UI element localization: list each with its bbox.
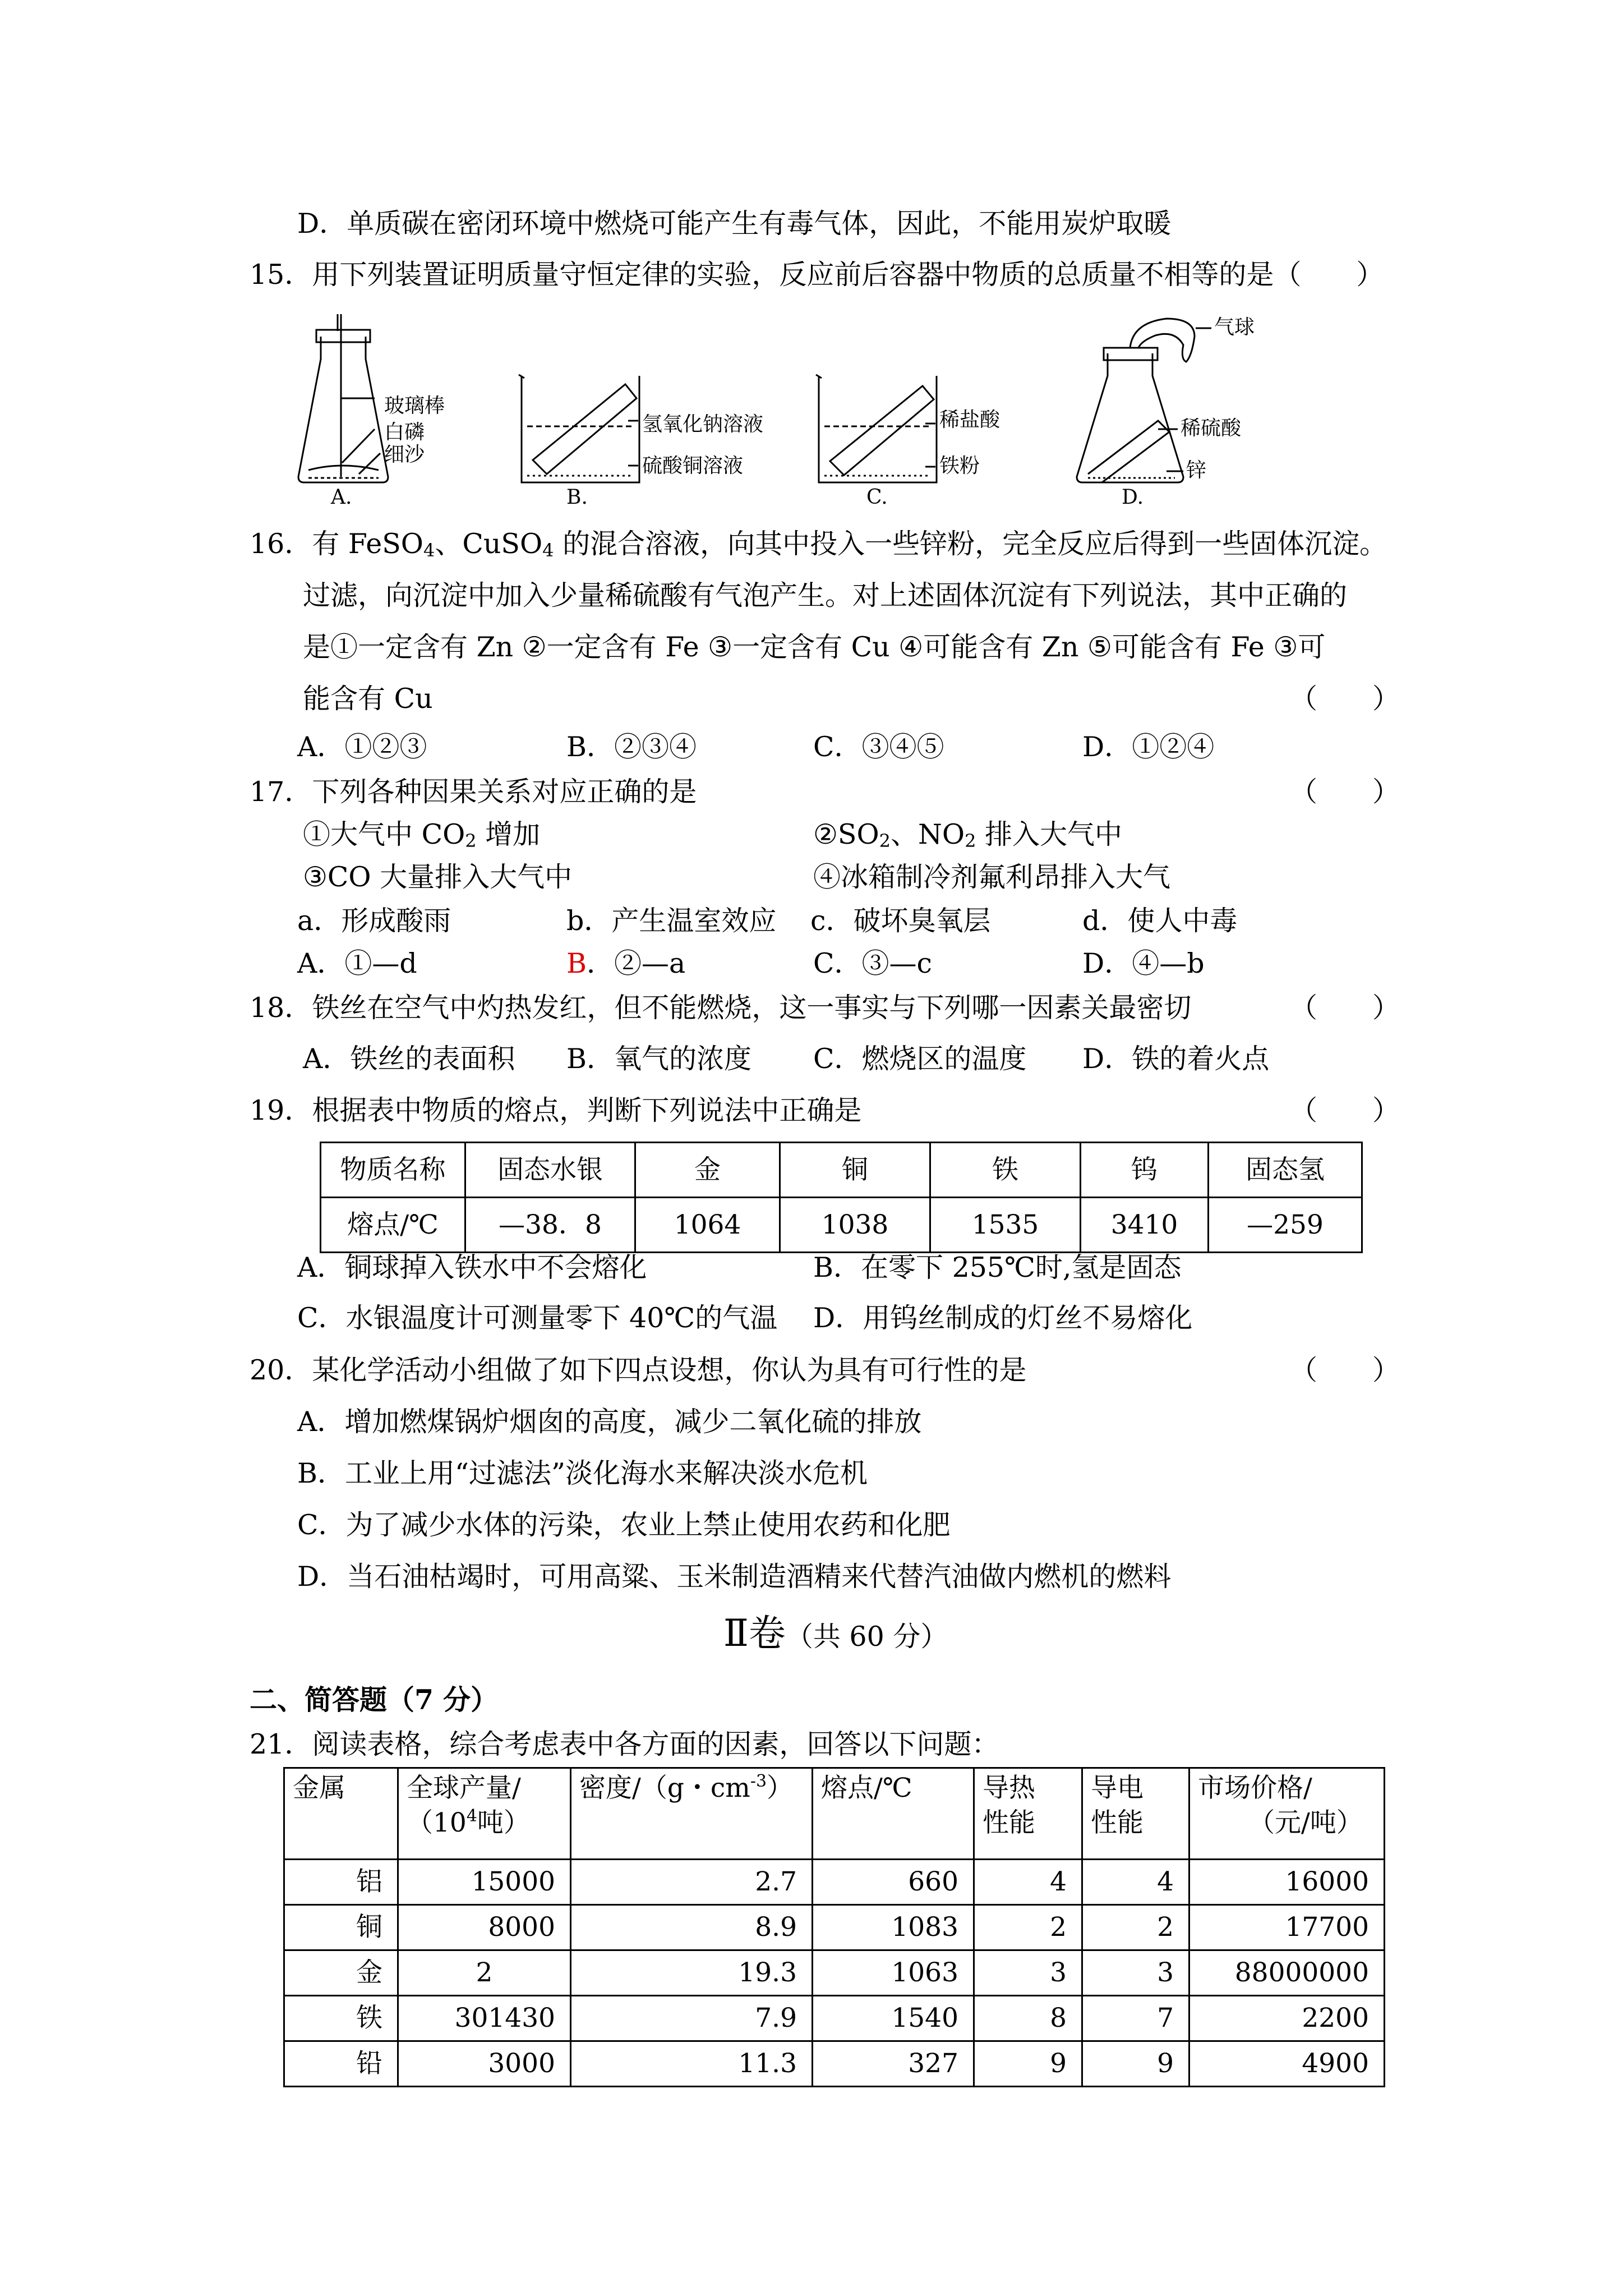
q16-option-a: A．①②③ <box>297 731 427 763</box>
q20-option-d: D．当石油枯竭时，可用高粱、玉米制造酒精来代替汽油做内燃机的燃料 <box>297 1561 1172 1593</box>
label-dilute-hcl: 稀盐酸 <box>939 408 1000 431</box>
table-cell: 4900 <box>1189 2041 1385 2087</box>
table-cell: 17700 <box>1189 1905 1385 1950</box>
q15-apparatus-figure <box>292 314 1312 505</box>
table-cell: 铅 <box>284 2041 398 2087</box>
table-cell: 16000 <box>1189 1860 1385 1905</box>
table-cell: 88000000 <box>1189 1950 1385 1996</box>
table-cell: 1038 <box>780 1198 930 1253</box>
table-header-cell: 固态水银 <box>465 1143 635 1198</box>
table-cell: 3 <box>1082 1950 1189 1996</box>
table-row <box>284 1905 1385 1950</box>
q17-cause-2: $②SO_2$、$NO_2$ 排入大气中 <box>813 818 1123 852</box>
q20-option-b: B．工业上用“过滤法”淡化海水来解决淡水危机 <box>297 1457 868 1489</box>
label-dilute-h2so4: 稀硫酸 <box>1181 417 1242 440</box>
q21-stem: 21．阅读表格，综合考虑表中各方面的因素，回答以下问题： <box>250 1728 999 1760</box>
table-cell: 1535 <box>930 1198 1081 1253</box>
table-cell: 9 <box>1082 2041 1189 2087</box>
q18-stem: 18．铁丝在空气中灼热发红，但不能燃烧，这一事实与下列哪一因素关最密切 <box>250 992 1192 1024</box>
q17-cause-3: ③CO 大量排入大气中 <box>303 861 573 893</box>
table-cell: 660 <box>813 1860 974 1905</box>
table-header-cell: 铁 <box>930 1143 1081 1198</box>
q17-option-d: D．④—b <box>1082 947 1205 979</box>
label-a: A. <box>331 486 352 505</box>
q18-option-c: C．燃烧区的温度 <box>813 1043 1027 1075</box>
q19-melting-point-table <box>320 1142 1363 1253</box>
q17-stem: 17．下列各种因果关系对应正确的是 <box>250 776 697 808</box>
table-cell: 4 <box>974 1860 1082 1905</box>
q15-stem: 15．用下列装置证明质量守恒定律的实验，反应前后容器中物质的总质量不相等的是（ ） <box>250 259 1384 291</box>
section-2-heading: 二、简答题（7 分） <box>250 1683 499 1716</box>
header-heat-conductivity: 导热 性能 <box>974 1768 1082 1860</box>
q17-effect-d: d．使人中毒 <box>1082 905 1238 937</box>
table-cell: 2 <box>1082 1905 1189 1950</box>
q19-option-c: C．水银温度计可测量零下 40℃的气温 <box>297 1302 778 1334</box>
label-b: B. <box>566 486 588 505</box>
q19-stem: 19．根据表中物质的熔点，判断下列说法中正确是 <box>250 1094 862 1126</box>
label-balloon: 气球 <box>1214 316 1255 339</box>
table-cell: 铁 <box>284 1996 398 2041</box>
q17-option-b-letter: B <box>566 947 587 979</box>
table-row <box>284 2041 1385 2087</box>
table-row <box>284 1996 1385 2041</box>
q17-effect-c: c．破坏臭氧层 <box>810 905 991 937</box>
q20-stem: 20．某化学活动小组做了如下四点设想，你认为具有可行性的是 <box>250 1354 1027 1386</box>
table-cell: 15000 <box>398 1860 571 1905</box>
q14-option-d: D．单质碳在密闭环境中燃烧可能产生有毒气体，因此，不能用炭炉取暖 <box>297 208 1172 240</box>
part-2-title: Ⅱ卷（共 60 分） <box>723 1612 948 1655</box>
table-cell: 7 <box>1082 1996 1189 2041</box>
table-cell: 3410 <box>1081 1198 1209 1253</box>
q16-line-3: 是①一定含有 Zn ②一定含有 Fe ③一定含有 Cu ④可能含有 Zn ⑤可能含有 Fe ③可 <box>303 631 1326 663</box>
label-fine-sand: 细沙 <box>384 443 425 466</box>
q19-answer-paren: （ ） <box>1290 1094 1400 1126</box>
table-cell: 3000 <box>398 2041 571 2087</box>
label-white-phosphorus: 白磷 <box>384 421 425 444</box>
table-header-cell: 金 <box>635 1143 780 1198</box>
table-cell: 1064 <box>635 1198 780 1253</box>
beaker-c-icon <box>816 375 937 482</box>
q20-option-a: A．增加燃煤锅炉烟囱的高度，减少二氧化硫的排放 <box>297 1406 922 1438</box>
header-melting-point: 熔点/℃ <box>813 1768 974 1860</box>
header-electric-conductivity: 导电 性能 <box>1082 1768 1189 1860</box>
table-cell: 熔点/℃ <box>321 1198 465 1253</box>
table-row <box>321 1198 1362 1253</box>
q17-effect-b: b．产生温室效应 <box>566 905 777 937</box>
label-zinc: 锌 <box>1186 459 1207 482</box>
label-naoh-solution: 氢氧化钠溶液 <box>642 413 764 436</box>
table-cell: —259 <box>1209 1198 1362 1253</box>
q17-cause-1: ①大气中 $CO_2$ 增加 <box>303 818 541 852</box>
q17-option-b: B．②—a <box>566 947 686 979</box>
q17-effect-a: a．形成酸雨 <box>297 905 451 937</box>
label-d: D. <box>1122 486 1144 505</box>
table-cell: 11.3 <box>571 2041 813 2087</box>
label-iron-powder: 铁粉 <box>939 454 980 477</box>
q19-option-b: B．在零下 255℃时,氢是固态 <box>813 1251 1182 1283</box>
table-header-cell: 物质名称 <box>321 1143 465 1198</box>
table-cell: 2 <box>398 1950 571 1996</box>
table-header-cell: 固态氢 <box>1209 1143 1362 1198</box>
q16-line-1: 16．有 FeSO$_4$、CuSO$_4$ 的混合溶液，向其中投入一些锌粉，完全反应后得到一些固体沉淀。 <box>250 528 1387 561</box>
label-glass-rod: 玻璃棒 <box>384 394 445 417</box>
q17-answer-paren: （ ） <box>1290 776 1400 808</box>
table-cell: 2.7 <box>571 1860 813 1905</box>
q17-cause-4: ④冰箱制冷剂氟利昂排入大气 <box>813 861 1171 893</box>
q20-option-c: C．为了减少水体的污染，农业上禁止使用农药和化肥 <box>297 1509 951 1541</box>
table-cell: 8.9 <box>571 1905 813 1950</box>
q16-answer-paren: （ ） <box>1290 683 1400 715</box>
table-cell: 3 <box>974 1950 1082 1996</box>
table-cell: 1083 <box>813 1905 974 1950</box>
table-header-cell: 铜 <box>780 1143 930 1198</box>
q17-option-c: C．③—c <box>813 947 932 979</box>
table-cell: 8 <box>974 1996 1082 2041</box>
table-row <box>284 1950 1385 1996</box>
header-output: 全球产量/ （$10^4$吨） <box>398 1768 571 1860</box>
label-cuso4-solution: 硫酸铜溶液 <box>642 454 744 477</box>
table-cell: 铜 <box>284 1905 398 1950</box>
q18-option-b: B．氧气的浓度 <box>566 1043 752 1075</box>
q19-option-d: D．用钨丝制成的灯丝不易熔化 <box>813 1302 1193 1334</box>
table-row <box>284 1860 1385 1905</box>
table-cell: 7.9 <box>571 1996 813 2041</box>
flask-d-icon <box>1077 319 1211 482</box>
q16-line-2: 过滤，向沉淀中加入少量稀硫酸有气泡产生。对上述固体沉淀有下列说法，其中正确的 <box>303 579 1348 611</box>
table-cell: 金 <box>284 1950 398 1996</box>
table-cell: 铝 <box>284 1860 398 1905</box>
q16-line-4: 能含有 Cu <box>303 683 433 715</box>
table-header-row <box>321 1143 1362 1198</box>
q18-option-d: D．铁的着火点 <box>1082 1043 1270 1075</box>
table-header-row <box>284 1768 1385 1860</box>
q17-option-a: A．①—d <box>297 947 417 979</box>
table-header-cell: 钨 <box>1081 1143 1209 1198</box>
table-cell: 19.3 <box>571 1950 813 1996</box>
table-cell: 8000 <box>398 1905 571 1950</box>
beaker-b-icon <box>519 375 639 482</box>
header-density: 密度/（g・$cm^{-3}$） <box>571 1768 813 1860</box>
table-cell: —38．8 <box>465 1198 635 1253</box>
q19-option-a: A．铜球掉入铁水中不会熔化 <box>297 1251 647 1283</box>
table-cell: 301430 <box>398 1996 571 2041</box>
header-market-price: 市场价格/ （元/吨） <box>1189 1768 1385 1860</box>
table-cell: 2 <box>974 1905 1082 1950</box>
table-cell: 9 <box>974 2041 1082 2087</box>
q18-option-a: A．铁丝的表面积 <box>303 1043 515 1075</box>
table-cell: 4 <box>1082 1860 1189 1905</box>
table-cell: 1063 <box>813 1950 974 1996</box>
q16-option-c: C．③④⑤ <box>813 731 944 763</box>
table-cell: 2200 <box>1189 1996 1385 2041</box>
q21-metal-table <box>283 1767 1385 2087</box>
header-metal: 金属 <box>284 1768 398 1860</box>
q18-answer-paren: （ ） <box>1290 992 1400 1024</box>
q16-option-b: B．②③④ <box>566 731 697 763</box>
flask-a-icon <box>298 314 388 482</box>
q20-answer-paren: （ ） <box>1290 1354 1400 1386</box>
table-cell: 1540 <box>813 1996 974 2041</box>
q16-option-d: D．①②④ <box>1082 731 1215 763</box>
label-c: C. <box>866 486 888 505</box>
table-cell: 327 <box>813 2041 974 2087</box>
